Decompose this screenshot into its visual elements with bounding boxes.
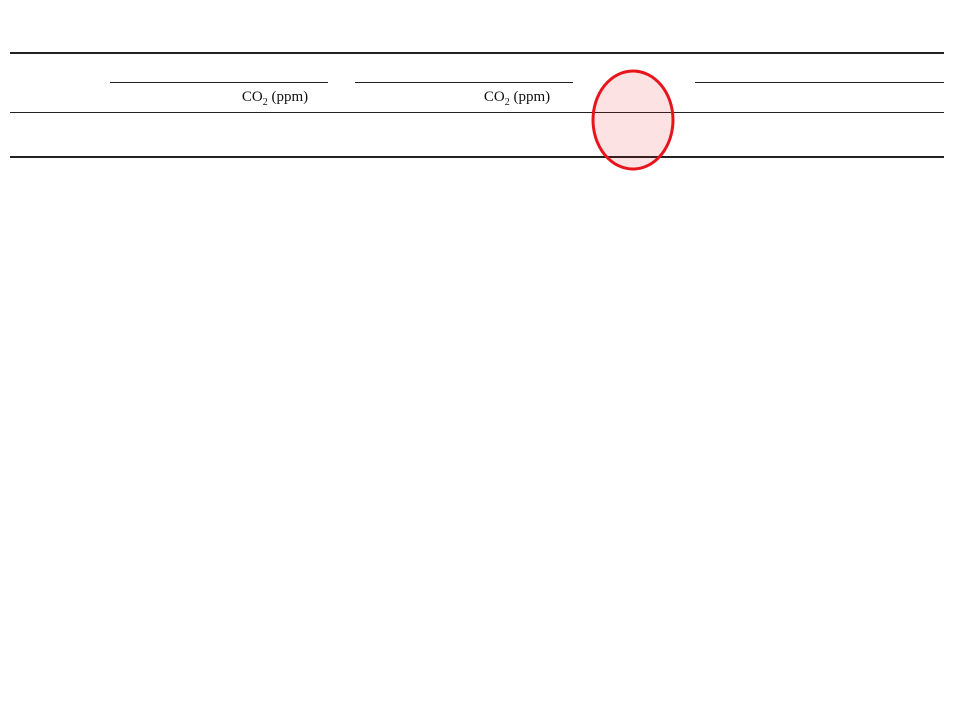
table-top-rule [10, 52, 944, 54]
group-rule [110, 82, 328, 83]
col-header-co2: $CO_2$ (ppm) [241, 89, 309, 108]
spectral-results-table [10, 52, 944, 160]
table-mid-rule [10, 112, 944, 113]
group-rule [695, 82, 944, 83]
group-rule [355, 82, 573, 83]
col-header-co2-coherent: $CO_2$ (ppm) [483, 89, 551, 108]
coherency-highlight-circle [588, 68, 678, 172]
table-bottom-rule [10, 156, 944, 158]
figure-4 [40, 180, 460, 710]
